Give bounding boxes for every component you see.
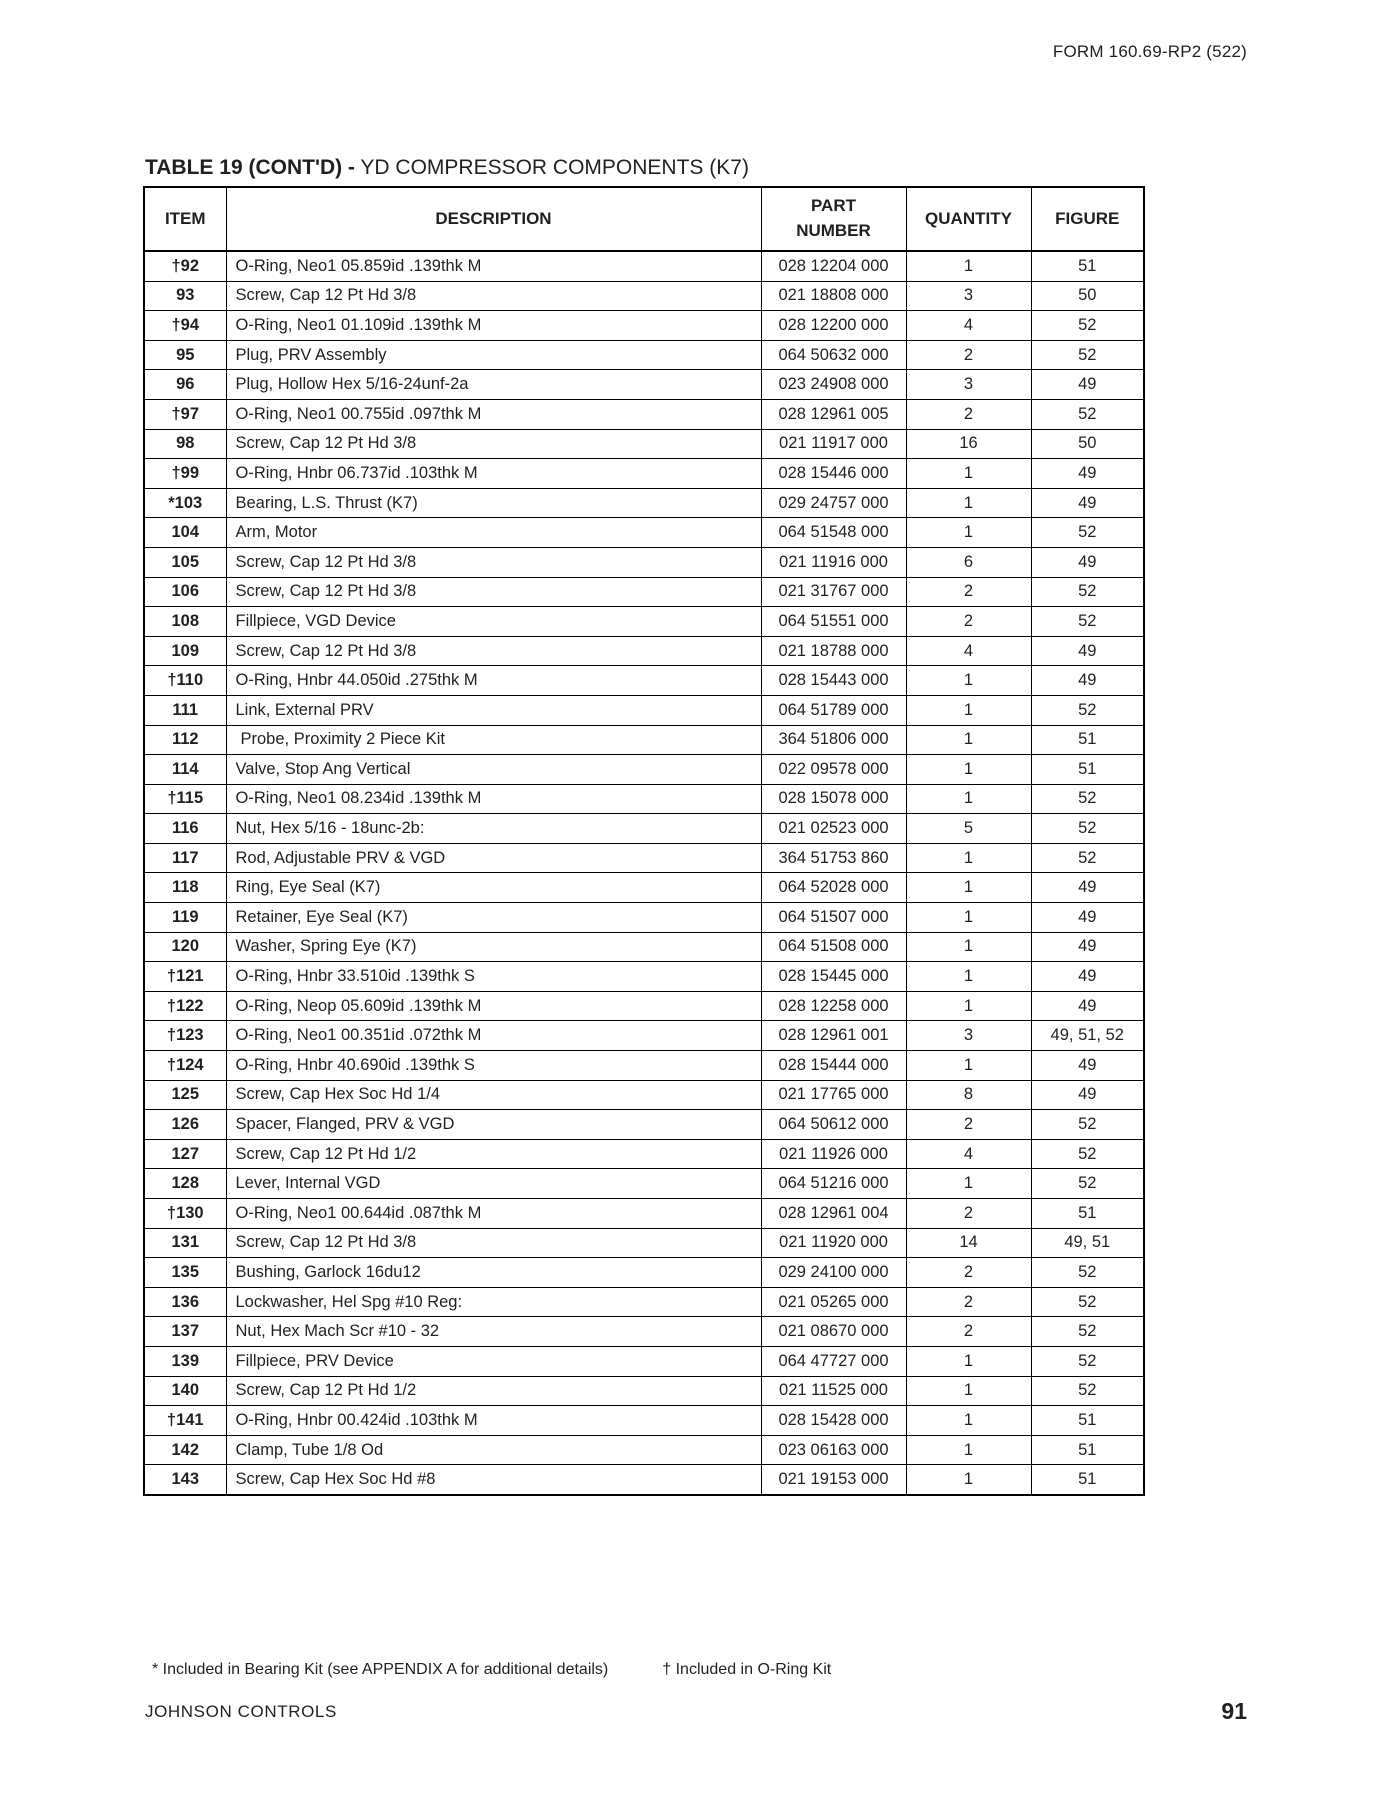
cell-figure: 49 (1031, 962, 1144, 992)
cell-item: 137 (144, 1317, 226, 1347)
cell-quantity: 1 (906, 962, 1031, 992)
cell-quantity: 3 (906, 1021, 1031, 1051)
cell-item: 109 (144, 636, 226, 666)
cell-part-number: 064 50632 000 (761, 340, 906, 370)
cell-item: †130 (144, 1199, 226, 1229)
cell-quantity: 1 (906, 1169, 1031, 1199)
cell-figure: 51 (1031, 755, 1144, 785)
table-row (144, 340, 1144, 370)
page-footer (0, 1698, 1391, 1742)
cell-figure: 49 (1031, 636, 1144, 666)
cell-description: O-Ring, Hnbr 40.690id .139thk S (226, 1051, 761, 1081)
cell-figure: 49 (1031, 370, 1144, 400)
table-row (144, 814, 1144, 844)
table-row (144, 459, 1144, 489)
table-row (144, 1406, 1144, 1436)
table-row (144, 1169, 1144, 1199)
cell-quantity: 1 (906, 755, 1031, 785)
cell-description: O-Ring, Neo1 00.755id .097thk M (226, 399, 761, 429)
cell-quantity: 1 (906, 873, 1031, 903)
cell-figure: 51 (1031, 1406, 1144, 1436)
table-row (144, 1199, 1144, 1229)
cell-figure: 51 (1031, 1199, 1144, 1229)
cell-description: Screw, Cap 12 Pt Hd 3/8 (226, 577, 761, 607)
cell-part-number: 028 15078 000 (761, 784, 906, 814)
cell-description: Lockwasher, Hel Spg #10 Reg: (226, 1287, 761, 1317)
cell-item: 93 (144, 281, 226, 311)
table-caption (145, 156, 749, 180)
column-header-item: ITEM (144, 187, 226, 251)
cell-description: O-Ring, Hnbr 33.510id .139thk S (226, 962, 761, 992)
cell-item: †123 (144, 1021, 226, 1051)
cell-part-number: 021 18808 000 (761, 281, 906, 311)
cell-part-number: 021 02523 000 (761, 814, 906, 844)
cell-description: Ring, Eye Seal (K7) (226, 873, 761, 903)
cell-figure: 52 (1031, 607, 1144, 637)
cell-figure: 50 (1031, 429, 1144, 459)
table-row (144, 695, 1144, 725)
cell-figure: 49 (1031, 547, 1144, 577)
cell-description: O-Ring, Neo1 00.644id .087thk M (226, 1199, 761, 1229)
cell-quantity: 1 (906, 695, 1031, 725)
cell-quantity: 1 (906, 991, 1031, 1021)
cell-figure: 52 (1031, 1169, 1144, 1199)
cell-figure: 49 (1031, 903, 1144, 933)
cell-description: Retainer, Eye Seal (K7) (226, 903, 761, 933)
cell-quantity: 2 (906, 1110, 1031, 1140)
footer-page-number: 91 (1221, 1698, 1247, 1724)
cell-part-number: 029 24100 000 (761, 1258, 906, 1288)
table-row (144, 547, 1144, 577)
cell-quantity: 1 (906, 1406, 1031, 1436)
cell-figure: 49 (1031, 991, 1144, 1021)
cell-description: Screw, Cap 12 Pt Hd 3/8 (226, 1228, 761, 1258)
footnote-bearing-kit: * Included in Bearing Kit (see APPENDIX A for additional details) (152, 1661, 609, 1678)
cell-item: 95 (144, 340, 226, 370)
cell-figure: 52 (1031, 518, 1144, 548)
cell-part-number: 064 51548 000 (761, 518, 906, 548)
cell-figure: 52 (1031, 340, 1144, 370)
cell-part-number: 028 12961 005 (761, 399, 906, 429)
table-row (144, 607, 1144, 637)
cell-description: Arm, Motor (226, 518, 761, 548)
cell-item: †99 (144, 459, 226, 489)
cell-part-number: 364 51806 000 (761, 725, 906, 755)
cell-description: O-Ring, Neo1 08.234id .139thk M (226, 784, 761, 814)
cell-description: Nut, Hex Mach Scr #10 - 32 (226, 1317, 761, 1347)
cell-quantity: 2 (906, 1317, 1031, 1347)
cell-quantity: 5 (906, 814, 1031, 844)
cell-figure: 52 (1031, 814, 1144, 844)
table-row (144, 1435, 1144, 1465)
cell-item: †121 (144, 962, 226, 992)
cell-description: Rod, Adjustable PRV & VGD (226, 843, 761, 873)
cell-item: 96 (144, 370, 226, 400)
table-row (144, 843, 1144, 873)
table-row (144, 932, 1144, 962)
cell-item: 117 (144, 843, 226, 873)
cell-part-number: 064 52028 000 (761, 873, 906, 903)
table-row (144, 991, 1144, 1021)
cell-description: Clamp, Tube 1/8 Od (226, 1435, 761, 1465)
cell-figure: 49, 51 (1031, 1228, 1144, 1258)
cell-figure: 52 (1031, 1139, 1144, 1169)
cell-part-number: 064 51216 000 (761, 1169, 906, 1199)
cell-description: O-Ring, Hnbr 00.424id .103thk M (226, 1406, 761, 1436)
cell-figure: 51 (1031, 1435, 1144, 1465)
column-header-description: DESCRIPTION (226, 187, 761, 251)
cell-description: Spacer, Flanged, PRV & VGD (226, 1110, 761, 1140)
table-caption-label: TABLE 19 (CONT'D) - (145, 156, 355, 179)
cell-description: O-Ring, Neo1 00.351id .072thk M (226, 1021, 761, 1051)
cell-item: 126 (144, 1110, 226, 1140)
cell-item: 135 (144, 1258, 226, 1288)
table-row (144, 311, 1144, 341)
cell-figure: 50 (1031, 281, 1144, 311)
cell-item: †94 (144, 311, 226, 341)
cell-item: †141 (144, 1406, 226, 1436)
table-row (144, 962, 1144, 992)
cell-quantity: 1 (906, 1435, 1031, 1465)
cell-figure: 49 (1031, 666, 1144, 696)
cell-item: 104 (144, 518, 226, 548)
cell-description: Probe, Proximity 2 Piece Kit (226, 725, 761, 755)
cell-item: 111 (144, 695, 226, 725)
cell-description: Screw, Cap 12 Pt Hd 3/8 (226, 636, 761, 666)
cell-figure: 51 (1031, 251, 1144, 281)
table-row (144, 488, 1144, 518)
cell-part-number: 028 15444 000 (761, 1051, 906, 1081)
cell-item: 143 (144, 1465, 226, 1495)
column-header-quantity: QUANTITY (906, 187, 1031, 251)
cell-description: Plug, PRV Assembly (226, 340, 761, 370)
cell-quantity: 3 (906, 370, 1031, 400)
table-row (144, 1139, 1144, 1169)
cell-quantity: 1 (906, 784, 1031, 814)
cell-part-number: 064 51507 000 (761, 903, 906, 933)
cell-part-number: 021 18788 000 (761, 636, 906, 666)
cell-item: †124 (144, 1051, 226, 1081)
cell-part-number: 022 09578 000 (761, 755, 906, 785)
column-header-figure: FIGURE (1031, 187, 1144, 251)
cell-description: Washer, Spring Eye (K7) (226, 932, 761, 962)
cell-quantity: 2 (906, 577, 1031, 607)
cell-quantity: 1 (906, 666, 1031, 696)
cell-item: 127 (144, 1139, 226, 1169)
cell-description: Bushing, Garlock 16du12 (226, 1258, 761, 1288)
cell-figure: 52 (1031, 1110, 1144, 1140)
cell-item: 120 (144, 932, 226, 962)
cell-figure: 52 (1031, 1258, 1144, 1288)
cell-description: Screw, Cap Hex Soc Hd 1/4 (226, 1080, 761, 1110)
parts-table-body (144, 251, 1144, 1495)
cell-part-number: 028 12200 000 (761, 311, 906, 341)
form-number-header: FORM 160.69-RP2 (522) (1052, 42, 1247, 61)
cell-item: 112 (144, 725, 226, 755)
cell-figure: 52 (1031, 1287, 1144, 1317)
cell-figure: 49 (1031, 873, 1144, 903)
footnote-oring-kit: † Included in O-Ring Kit (662, 1661, 832, 1678)
cell-quantity: 4 (906, 311, 1031, 341)
cell-item: †115 (144, 784, 226, 814)
table-row (144, 1465, 1144, 1495)
cell-item: 98 (144, 429, 226, 459)
cell-part-number: 064 50612 000 (761, 1110, 906, 1140)
cell-part-number: 028 12961 004 (761, 1199, 906, 1229)
cell-figure: 49 (1031, 1051, 1144, 1081)
cell-item: 105 (144, 547, 226, 577)
table-row (144, 251, 1144, 281)
cell-item: 116 (144, 814, 226, 844)
table-row (144, 1051, 1144, 1081)
cell-description: O-Ring, Hnbr 44.050id .275thk M (226, 666, 761, 696)
table-row (144, 399, 1144, 429)
cell-item: 106 (144, 577, 226, 607)
table-row (144, 1021, 1144, 1051)
cell-quantity: 4 (906, 636, 1031, 666)
cell-figure: 52 (1031, 311, 1144, 341)
cell-quantity: 1 (906, 1346, 1031, 1376)
cell-part-number: 028 15445 000 (761, 962, 906, 992)
cell-description: Screw, Cap 12 Pt Hd 1/2 (226, 1376, 761, 1406)
cell-part-number: 064 51508 000 (761, 932, 906, 962)
cell-part-number: 021 17765 000 (761, 1080, 906, 1110)
column-header-part-line2: NUMBER (796, 221, 871, 240)
cell-description: Link, External PRV (226, 695, 761, 725)
cell-description: Screw, Cap 12 Pt Hd 3/8 (226, 429, 761, 459)
table-caption-title: YD COMPRESSOR COMPONENTS (K7) (354, 156, 749, 179)
cell-part-number: 021 11926 000 (761, 1139, 906, 1169)
cell-quantity: 8 (906, 1080, 1031, 1110)
cell-figure: 49 (1031, 459, 1144, 489)
cell-part-number: 028 15443 000 (761, 666, 906, 696)
cell-figure: 52 (1031, 843, 1144, 873)
cell-part-number: 064 47727 000 (761, 1346, 906, 1376)
parts-table (143, 186, 1145, 1496)
cell-part-number: 064 51551 000 (761, 607, 906, 637)
cell-part-number: 064 51789 000 (761, 695, 906, 725)
cell-item: 131 (144, 1228, 226, 1258)
cell-quantity: 1 (906, 459, 1031, 489)
table-row (144, 903, 1144, 933)
cell-quantity: 2 (906, 1258, 1031, 1288)
cell-item: *103 (144, 488, 226, 518)
cell-figure: 52 (1031, 1376, 1144, 1406)
table-row (144, 1287, 1144, 1317)
cell-figure: 52 (1031, 784, 1144, 814)
cell-item: †97 (144, 399, 226, 429)
cell-quantity: 6 (906, 547, 1031, 577)
cell-description: Bearing, L.S. Thrust (K7) (226, 488, 761, 518)
cell-part-number: 021 05265 000 (761, 1287, 906, 1317)
table-header-row (144, 187, 1144, 251)
footer-brand: JOHNSON CONTROLS (145, 1702, 337, 1721)
cell-quantity: 1 (906, 251, 1031, 281)
cell-quantity: 16 (906, 429, 1031, 459)
cell-quantity: 1 (906, 932, 1031, 962)
cell-quantity: 14 (906, 1228, 1031, 1258)
cell-quantity: 3 (906, 281, 1031, 311)
cell-description: O-Ring, Neop 05.609id .139thk M (226, 991, 761, 1021)
cell-description: O-Ring, Neo1 05.859id .139thk M (226, 251, 761, 281)
cell-description: Lever, Internal VGD (226, 1169, 761, 1199)
table-row (144, 636, 1144, 666)
cell-description: Plug, Hollow Hex 5/16-24unf-2a (226, 370, 761, 400)
table-row (144, 1080, 1144, 1110)
cell-description: O-Ring, Hnbr 06.737id .103thk M (226, 459, 761, 489)
cell-description: Fillpiece, VGD Device (226, 607, 761, 637)
cell-item: 140 (144, 1376, 226, 1406)
cell-figure: 52 (1031, 577, 1144, 607)
table-row (144, 1228, 1144, 1258)
cell-figure: 52 (1031, 1317, 1144, 1347)
cell-quantity: 1 (906, 903, 1031, 933)
cell-figure: 52 (1031, 695, 1144, 725)
table-row (144, 370, 1144, 400)
cell-figure: 49, 51, 52 (1031, 1021, 1144, 1051)
cell-description: Screw, Cap 12 Pt Hd 3/8 (226, 547, 761, 577)
footnotes (152, 1661, 831, 1679)
cell-part-number: 028 15428 000 (761, 1406, 906, 1436)
cell-description: Screw, Cap 12 Pt Hd 3/8 (226, 281, 761, 311)
cell-figure: 51 (1031, 1465, 1144, 1495)
cell-description: Screw, Cap Hex Soc Hd #8 (226, 1465, 761, 1495)
cell-figure: 49 (1031, 488, 1144, 518)
cell-part-number: 021 11917 000 (761, 429, 906, 459)
cell-description: Valve, Stop Ang Vertical (226, 755, 761, 785)
cell-item: 118 (144, 873, 226, 903)
cell-item: 142 (144, 1435, 226, 1465)
cell-quantity: 1 (906, 1376, 1031, 1406)
cell-quantity: 2 (906, 1287, 1031, 1317)
cell-quantity: 1 (906, 1465, 1031, 1495)
table-row (144, 518, 1144, 548)
column-header-part-number (761, 187, 906, 251)
table-row (144, 429, 1144, 459)
cell-description: O-Ring, Neo1 01.109id .139thk M (226, 311, 761, 341)
cell-part-number: 021 11920 000 (761, 1228, 906, 1258)
table-row (144, 725, 1144, 755)
table-row (144, 784, 1144, 814)
cell-item: †110 (144, 666, 226, 696)
cell-item: †122 (144, 991, 226, 1021)
cell-figure: 52 (1031, 1346, 1144, 1376)
table-row (144, 755, 1144, 785)
cell-quantity: 1 (906, 488, 1031, 518)
cell-figure: 52 (1031, 399, 1144, 429)
cell-quantity: 1 (906, 725, 1031, 755)
cell-figure: 49 (1031, 1080, 1144, 1110)
cell-description: Nut, Hex 5/16 - 18unc-2b: (226, 814, 761, 844)
cell-quantity: 2 (906, 1199, 1031, 1229)
parts-table-head (144, 187, 1144, 251)
cell-quantity: 2 (906, 340, 1031, 370)
table-row (144, 1110, 1144, 1140)
table-row (144, 1317, 1144, 1347)
cell-quantity: 1 (906, 843, 1031, 873)
table-row (144, 1346, 1144, 1376)
cell-part-number: 029 24757 000 (761, 488, 906, 518)
cell-quantity: 1 (906, 1051, 1031, 1081)
cell-item: 114 (144, 755, 226, 785)
cell-part-number: 023 24908 000 (761, 370, 906, 400)
cell-part-number: 028 15446 000 (761, 459, 906, 489)
cell-item: 136 (144, 1287, 226, 1317)
cell-quantity: 2 (906, 607, 1031, 637)
cell-part-number: 364 51753 860 (761, 843, 906, 873)
cell-part-number: 028 12204 000 (761, 251, 906, 281)
cell-part-number: 021 19153 000 (761, 1465, 906, 1495)
cell-part-number: 021 08670 000 (761, 1317, 906, 1347)
table-row (144, 577, 1144, 607)
cell-item: 108 (144, 607, 226, 637)
cell-item: 125 (144, 1080, 226, 1110)
parts-table-container (143, 186, 1143, 1496)
cell-figure: 51 (1031, 725, 1144, 755)
cell-part-number: 028 12258 000 (761, 991, 906, 1021)
cell-item: †92 (144, 251, 226, 281)
cell-quantity: 2 (906, 399, 1031, 429)
cell-description: Fillpiece, PRV Device (226, 1346, 761, 1376)
cell-quantity: 4 (906, 1139, 1031, 1169)
column-header-part-line1: PART (810, 196, 856, 216)
cell-part-number: 021 11525 000 (761, 1376, 906, 1406)
table-row (144, 873, 1144, 903)
table-row (144, 666, 1144, 696)
table-row (144, 281, 1144, 311)
cell-item: 119 (144, 903, 226, 933)
cell-description: Screw, Cap 12 Pt Hd 1/2 (226, 1139, 761, 1169)
table-row (144, 1376, 1144, 1406)
cell-part-number: 023 06163 000 (761, 1435, 906, 1465)
cell-quantity: 1 (906, 518, 1031, 548)
cell-figure: 49 (1031, 932, 1144, 962)
cell-part-number: 021 31767 000 (761, 577, 906, 607)
table-row (144, 1258, 1144, 1288)
cell-item: 139 (144, 1346, 226, 1376)
cell-part-number: 021 11916 000 (761, 547, 906, 577)
cell-part-number: 028 12961 001 (761, 1021, 906, 1051)
cell-item: 128 (144, 1169, 226, 1199)
